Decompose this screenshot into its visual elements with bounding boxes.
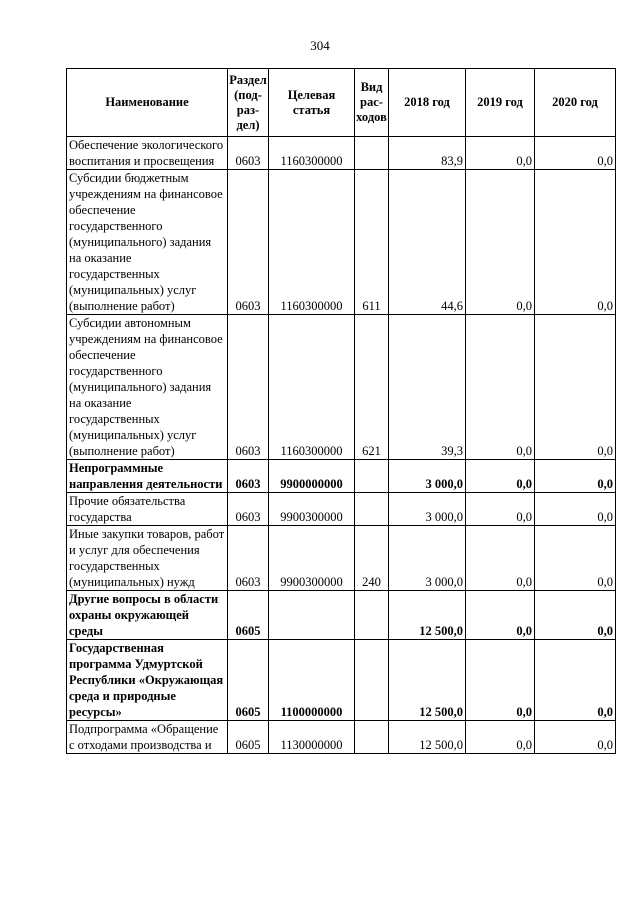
row-target: 1160300000 xyxy=(269,170,355,315)
row-target: 1160300000 xyxy=(269,137,355,170)
row-target: 1160300000 xyxy=(269,315,355,460)
row-target: 9900000000 xyxy=(269,460,355,493)
row-2020: 0,0 xyxy=(535,526,616,591)
row-expense: 621 xyxy=(355,315,389,460)
table-row xyxy=(67,591,616,640)
row-name: Прочие обязательства государства xyxy=(67,493,228,526)
row-section: 0603 xyxy=(228,137,269,170)
row-section: 0605 xyxy=(228,721,269,754)
row-expense xyxy=(355,493,389,526)
row-name: Другие вопросы в области охраны окружающей среды xyxy=(67,591,228,640)
budget-table xyxy=(66,68,616,754)
row-target: 1100000000 xyxy=(269,640,355,721)
row-2019: 0,0 xyxy=(466,591,535,640)
table-row xyxy=(67,170,616,315)
table-body xyxy=(67,137,616,754)
row-2020: 0,0 xyxy=(535,137,616,170)
row-2018: 12 500,0 xyxy=(389,721,466,754)
row-2019: 0,0 xyxy=(466,315,535,460)
row-2020: 0,0 xyxy=(535,721,616,754)
row-target: 1130000000 xyxy=(269,721,355,754)
row-2020: 0,0 xyxy=(535,591,616,640)
row-2018: 83,9 xyxy=(389,137,466,170)
row-expense: 611 xyxy=(355,170,389,315)
row-section: 0603 xyxy=(228,493,269,526)
row-2018: 12 500,0 xyxy=(389,591,466,640)
row-section: 0603 xyxy=(228,170,269,315)
row-expense xyxy=(355,640,389,721)
row-2019: 0,0 xyxy=(466,526,535,591)
table-row xyxy=(67,640,616,721)
row-2018: 3 000,0 xyxy=(389,526,466,591)
row-2020: 0,0 xyxy=(535,315,616,460)
row-2019: 0,0 xyxy=(466,721,535,754)
row-2019: 0,0 xyxy=(466,460,535,493)
row-2019: 0,0 xyxy=(466,137,535,170)
row-2020: 0,0 xyxy=(535,640,616,721)
table-row xyxy=(67,526,616,591)
row-name: Подпрограмма «Обращение с отходами производства и xyxy=(67,721,228,754)
table-row xyxy=(67,721,616,754)
header-2019: 2019 год xyxy=(466,69,535,137)
header-name: Наименование xyxy=(67,69,228,137)
row-2019: 0,0 xyxy=(466,170,535,315)
header-2018: 2018 год xyxy=(389,69,466,137)
row-expense xyxy=(355,460,389,493)
row-2018: 3 000,0 xyxy=(389,493,466,526)
row-2019: 0,0 xyxy=(466,493,535,526)
row-expense xyxy=(355,591,389,640)
row-section: 0603 xyxy=(228,526,269,591)
row-expense xyxy=(355,137,389,170)
header-target: Целевая статья xyxy=(269,69,355,137)
header-2020: 2020 год xyxy=(535,69,616,137)
row-2018: 44,6 xyxy=(389,170,466,315)
row-target: 9900300000 xyxy=(269,493,355,526)
header-expense: Вид рас-ходов xyxy=(355,69,389,137)
row-section: 0603 xyxy=(228,460,269,493)
row-name: Иные закупки товаров, работ и услуг для обеспечения государственных (муниципальных) нужд xyxy=(67,526,228,591)
table-row xyxy=(67,460,616,493)
row-name: Государственная программа Удмуртской Республики «Окружающая среда и природные ресурсы» xyxy=(67,640,228,721)
row-2018: 12 500,0 xyxy=(389,640,466,721)
row-2019: 0,0 xyxy=(466,640,535,721)
row-name: Обеспечение экологического воспитания и просвещения xyxy=(67,137,228,170)
row-section: 0605 xyxy=(228,591,269,640)
row-expense xyxy=(355,721,389,754)
table-row xyxy=(67,137,616,170)
row-2020: 0,0 xyxy=(535,170,616,315)
page-number: 304 xyxy=(310,38,330,53)
row-2018: 3 000,0 xyxy=(389,460,466,493)
header-row xyxy=(67,69,616,137)
row-name: Субсидии автономным учреждениям на финансовое обеспечение государственного (муниципального) задания на оказание государственных (муниципальных) услуг (выполнение работ) xyxy=(67,315,228,460)
row-target: 9900300000 xyxy=(269,526,355,591)
row-target xyxy=(269,591,355,640)
row-section: 0603 xyxy=(228,315,269,460)
row-2018: 39,3 xyxy=(389,315,466,460)
row-2020: 0,0 xyxy=(535,493,616,526)
header-section: Раздел (под-раз-дел) xyxy=(228,69,269,137)
table-row xyxy=(67,315,616,460)
row-name: Субсидии бюджетным учреждениям на финансовое обеспечение государственного (муниципального) задания на оказание государственных (муниципальных) услуг (выполнение работ) xyxy=(67,170,228,315)
row-section: 0605 xyxy=(228,640,269,721)
row-name: Непрограммные направления деятельности xyxy=(67,460,228,493)
table-row xyxy=(67,493,616,526)
row-2020: 0,0 xyxy=(535,460,616,493)
row-expense: 240 xyxy=(355,526,389,591)
